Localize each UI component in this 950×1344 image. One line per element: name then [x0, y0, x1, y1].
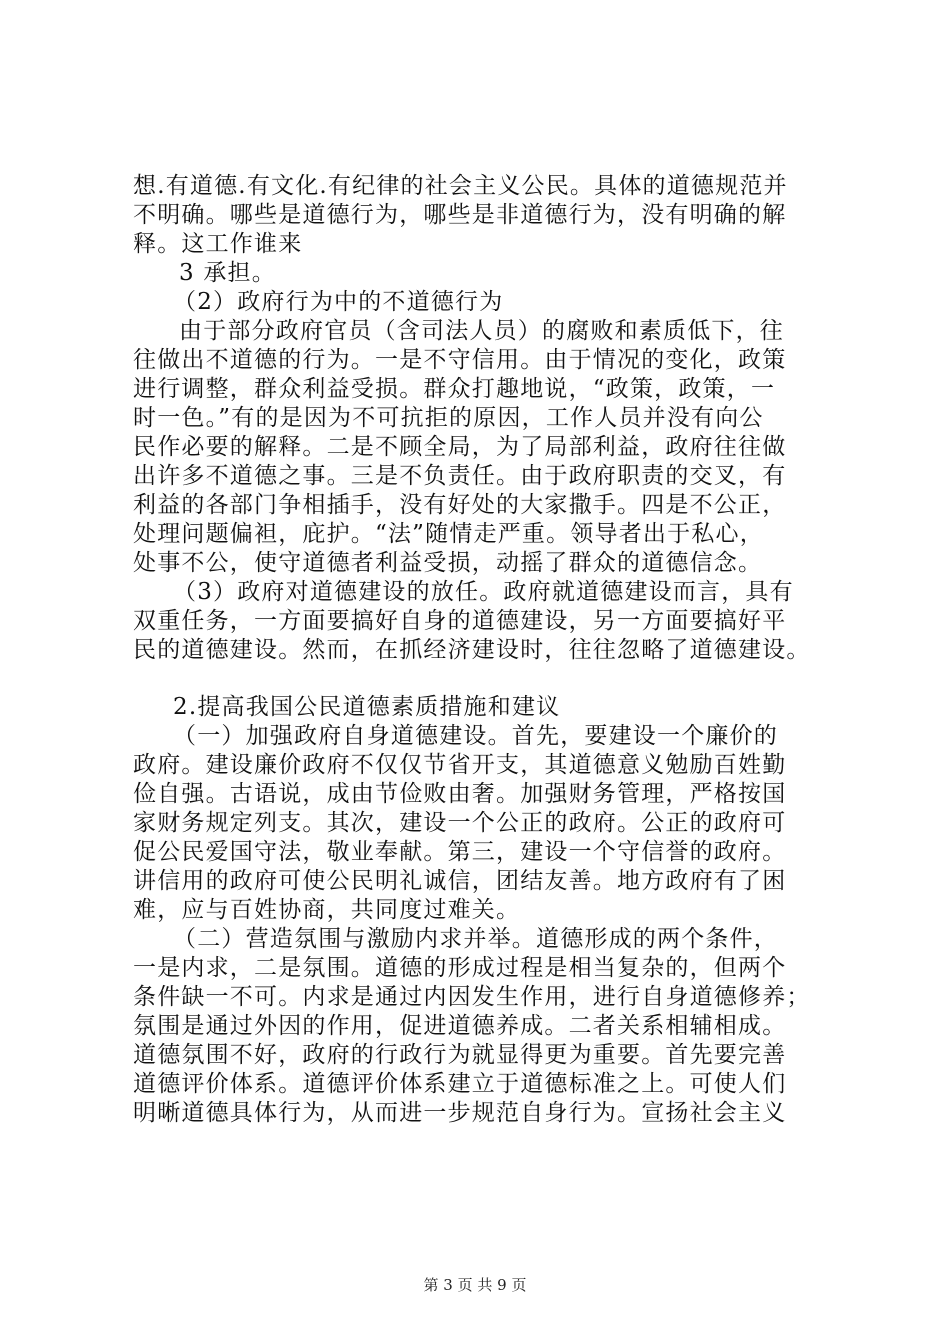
text-line: 处事不公，使守道德者利益受损，动摇了群众的道德信念。: [133, 550, 763, 576]
text-line: 想.有道德.有文化.有纪律的社会主义公民。具体的道德规范并: [133, 173, 788, 199]
paragraph-gap: [133, 665, 837, 693]
text-line: 民作必要的解释。二是不顾全局，为了局部利益，政府往往做: [133, 434, 787, 460]
text-line: 氛围是通过外因的作用，促进道德养成。二者关系相辅相成。: [133, 1013, 787, 1039]
text-line: （二）营造氛围与激励内求并举。道德形成的两个条件，: [173, 926, 778, 952]
text-line: 双重任务，一方面要搞好自身的道德建设，另一方面要搞好平: [133, 608, 787, 634]
text-line: 促公民爱国守法，敬业奉献。第三，建设一个守信誉的政府。: [133, 839, 787, 865]
text-line: 讲信用的政府可使公民明礼诚信，团结友善。地方政府有了困: [133, 868, 787, 894]
text-line: （3）政府对道德建设的放任。政府就道德建设而言，具有: [173, 579, 794, 605]
text-line: 不明确。哪些是道德行为，哪些是非道德行为，没有明确的解: [133, 202, 787, 228]
text-line: 释。这工作谁来: [133, 231, 303, 257]
text-line: 由于部分政府官员（含司法人员）的腐败和素质低下，往: [179, 318, 784, 344]
page-number-footer: 第 3 页 共 9 页: [423, 1276, 527, 1294]
text-line: 进行调整，群众利益受损。群众打趣地说，“政策，政策，一: [133, 376, 776, 402]
section-heading: （2）政府行为中的不道德行为: [173, 289, 504, 315]
text-line: 处理问题偏袒，庇护。“法”随情走严重。领导者出于私心，: [133, 521, 764, 547]
text-line: 家财务规定列支。其次，建设一个公正的政府。公正的政府可: [133, 810, 787, 836]
document-body: [133, 172, 837, 1128]
text-line: 条件缺一不可。内求是通过内因发生作用，进行自身道德修养；: [133, 984, 811, 1010]
text-line: 明晰道德具体行为，从而进一步规范自身行为。宣扬社会主义: [133, 1100, 787, 1126]
text-line: 3 承担。: [179, 260, 276, 286]
text-line: 民的道德建设。然而，在抓经济建设时，往往忽略了道德建设。: [133, 637, 811, 663]
text-line: 出许多不道德之事。三是不负责任。由于政府职责的交叉，有: [133, 463, 787, 489]
text-line: 道德氛围不好，政府的行政行为就显得更为重要。首先要完善: [133, 1042, 787, 1068]
text-line: 政府。建设廉价政府不仅仅节省开支，其道德意义勉励百姓勤: [133, 752, 787, 778]
text-line: 时一色。”有的是因为不可抗拒的原因，工作人员并没有向公: [133, 405, 764, 431]
text-line: 道德评价体系。道德评价体系建立于道德标准之上。可使人们: [133, 1071, 787, 1097]
text-line: 俭自强。古语说，成由节俭败由奢。加强财务管理，严格按国: [133, 781, 787, 807]
section-heading: 2.提高我国公民道德素质措施和建议: [173, 694, 561, 720]
text-line: 难，应与百姓协商，共同度过难关。: [133, 897, 521, 923]
text-line: 一是内求，二是氛围。道德的形成过程是相当复杂的，但两个: [133, 955, 787, 981]
text-line: 利益的各部门争相插手，没有好处的大家撒手。四是不公正，: [133, 492, 787, 518]
text-line: （一）加强政府自身道德建设。首先，要建设一个廉价的: [173, 723, 778, 749]
text-line: 往做出不道德的行为。一是不守信用。由于情况的变化，政策: [133, 347, 787, 373]
